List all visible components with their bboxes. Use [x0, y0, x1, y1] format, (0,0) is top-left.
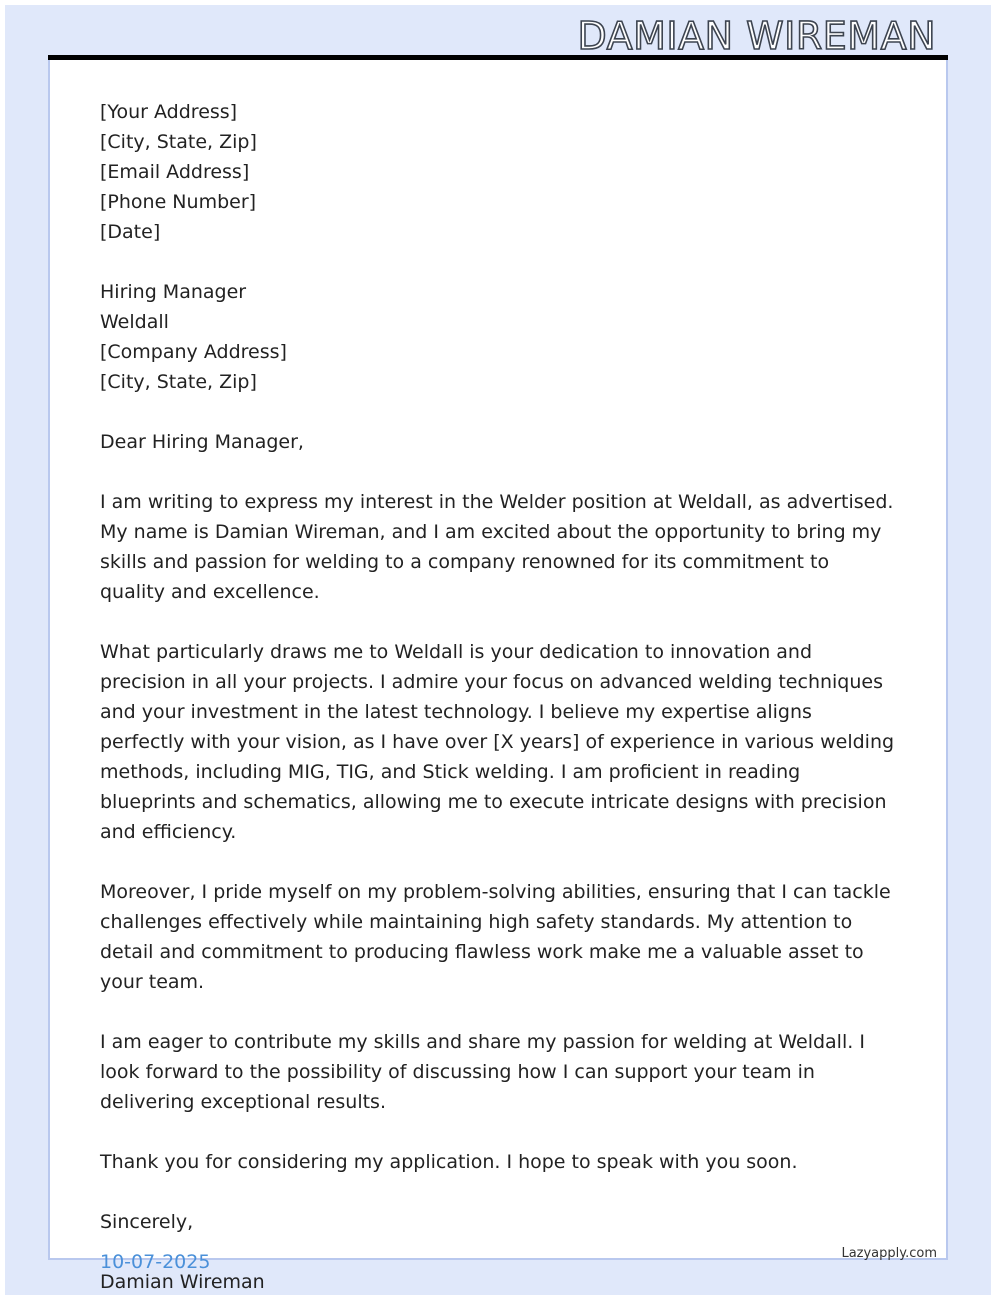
- recipient-address: [Company Address]: [100, 341, 287, 363]
- body-paragraph-5: Thank you for considering my application. I hope to speak with you soon.: [100, 1151, 798, 1173]
- sender-date: [Date]: [100, 221, 161, 243]
- sender-address: [Your Address]: [100, 101, 238, 123]
- body-paragraph-2: What particularly draws me to Weldall is your dedication to innovation and precision in all your projects. I admire your focus on advanced welding techniques and your investment in the latest technology. I believe my expertise aligns perfectly with your vision, as I have over [X years] of experience in various welding methods, including MIG, TIG, and Stick welding. I am proficient in reading blueprints and schematics, allowing me to execute intricate designs with precision and efficiency.: [100, 641, 895, 843]
- recipient-block: [100, 277, 900, 397]
- footer-date: 10-07-2025: [100, 1251, 211, 1273]
- recipient-city-state-zip: [City, State, Zip]: [100, 371, 257, 393]
- sender-block: [100, 97, 900, 247]
- sender-email: [Email Address]: [100, 161, 250, 183]
- recipient-company: Weldall: [100, 311, 169, 333]
- closing: Sincerely,: [100, 1211, 194, 1233]
- body-paragraph-4: I am eager to contribute my skills and share my passion for welding at Weldall. I look forward to the possibility of discussing how I can support your team in delivering exceptional results.: [100, 1031, 865, 1113]
- body-paragraph-1: I am writing to express my interest in the Welder position at Weldall, as advertised. My name is Damian Wireman, and I am excited about the opportunity to bring my skills and passion for welding to a company renowned for its commitment to quality and excellence.: [100, 491, 894, 603]
- signature-name: Damian Wireman: [100, 1271, 265, 1293]
- salutation: Dear Hiring Manager,: [100, 431, 304, 453]
- body-paragraph-3: Moreover, I pride myself on my problem-solving abilities, ensuring that I can tackle challenges effectively while maintaining high safety standards. My attention to detail and commitment to producing flawless work make me a valuable asset to your team.: [100, 881, 891, 993]
- applicant-name-heading: DAMIAN WIREMAN: [577, 14, 936, 58]
- sender-phone: [Phone Number]: [100, 191, 257, 213]
- watermark-link[interactable]: Lazyapply.com: [841, 1246, 937, 1261]
- recipient-title: Hiring Manager: [100, 281, 247, 303]
- sender-city-state-zip: [City, State, Zip]: [100, 131, 257, 153]
- letter-body: [100, 97, 900, 1297]
